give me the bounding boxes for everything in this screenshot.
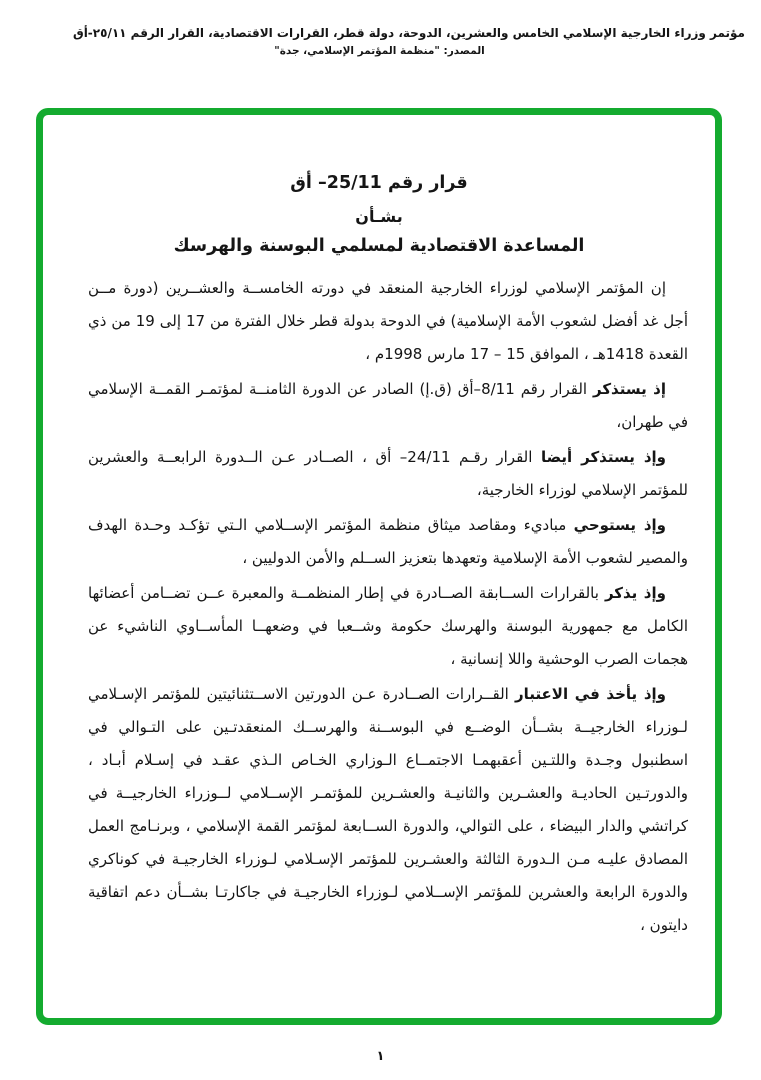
header-source: المصدر: "منظمة المؤتمر الإسلامي، جدة"	[274, 45, 485, 57]
paragraph-lead: إذ يستذكر	[593, 380, 666, 398]
paragraph-text: القــرارات الصــادرة عـن الدورتين الاســتثنائيتين للمؤتمر الإسـلامي لـوزراء الخارجيــة بشــأن الوضــع في البوســنة والهرســك المنعقدتـين على التـوالي في اسطنبول وجـدة واللتـين أعقبهمـا الاجتمــاع الـوزاري الخـاص الـذي عقـد في إسـلام أبـاد ، والدورتـين الحاديـة والعشـرين والثانيـة والعشـرين للمؤتمـر الإســلامي لــوزراء الخارجيــة في كراتشي والدار البيضاء ، على التوالي، والدورة الســابعة لمؤتمر القمة الإسلامي ، وبرنـامج العمل المصادق عليـه مـن الـدورة الثالثة والعشـرين للمؤتمر الإسـلامي لـوزراء الخارجيـة في كوناكري والدورة الرابعة والعشرين للمؤتمر الإســلامي لـوزراء الخارجيـة في جاكارتـا بشــأن دعم اتفاقية دايتون ،	[88, 685, 688, 934]
header-citation: مؤتمر وزراء الخارجية الإسلامي الخامس والعشرين، الدوحة، دولة قطر، القرارات الاقتصادية، القرار الرقم ٢٥/١١-أق	[72, 26, 745, 40]
resolution-body	[43, 272, 715, 942]
resolution-paragraph-recalling	[88, 373, 688, 439]
paragraph-text: القرار رقـم 24/11– أق ، الصــادر عـن الــدورة الرابعــة والعشرين للمؤتمر الإسلامي لوزراء الخارجية،	[88, 448, 688, 499]
resolution-title-block	[43, 115, 715, 256]
resolution-subject: المساعدة الاقتصادية لمسلمي البوسنة والهرسك	[173, 236, 585, 256]
paragraph-lead: وإذ يستوحي	[573, 516, 666, 534]
resolution-paragraph-recalling-also	[88, 441, 688, 507]
resolution-paragraph-taking-into-account	[88, 678, 688, 942]
resolution-paragraph-preamble	[88, 272, 688, 371]
document-border-frame	[36, 108, 722, 1025]
paragraph-text: بالقرارات الســابقة الصــادرة في إطار المنظمــة والمعبرة عــن تضــامن أعضائها الكامل مع جمهورية البوسنة والهرسك حكومة وشــعبا في وضعهــا المأســاوي الناشيء عن هجمات الصرب الوحشية واللا إنسانية ،	[88, 584, 688, 668]
paragraph-text: مباديء ومقاصد ميثاق منظمة المؤتمر الإســلامي الـتي تؤكـد وحـدة الهدف والمصير لشعوب الأمة الإسلامية وتعهدها بتعزيز الســلم والأمن الدوليين ،	[88, 516, 688, 567]
paragraph-text: القرار رقم 8/11–أق (ق.إ) الصادر عن الدورة الثامنــة لمؤتمـر القمــة الإسلامي في طهران،	[88, 380, 688, 431]
resolution-paragraph-reminding	[88, 577, 688, 676]
resolution-paragraph-inspired	[88, 509, 688, 575]
document-header	[14, 26, 745, 57]
paragraph-text: إن المؤتمر الإسلامي لوزراء الخارجية المنعقد في دورته الخامســة والعشــرين (دورة مــن أجل غد أفضل لشعوب الأمة الإسلامية) في الدوحة بدولة قطر خلال الفترة من 17 إلى 19 من ذي القعدة 1418هـ ، الموافق 15 – 17 مارس 1998م ،	[88, 279, 688, 363]
resolution-number: قرار رقم 25/11– أق	[290, 173, 468, 193]
resolution-regarding: بشـأن	[355, 207, 403, 226]
paragraph-lead: وإذ يستذكر أيضا	[540, 448, 666, 466]
paragraph-lead: وإذ يذكر	[604, 584, 666, 602]
page-number: ١	[376, 1049, 385, 1064]
paragraph-lead: وإذ يأخذ في الاعتبار	[515, 685, 666, 703]
